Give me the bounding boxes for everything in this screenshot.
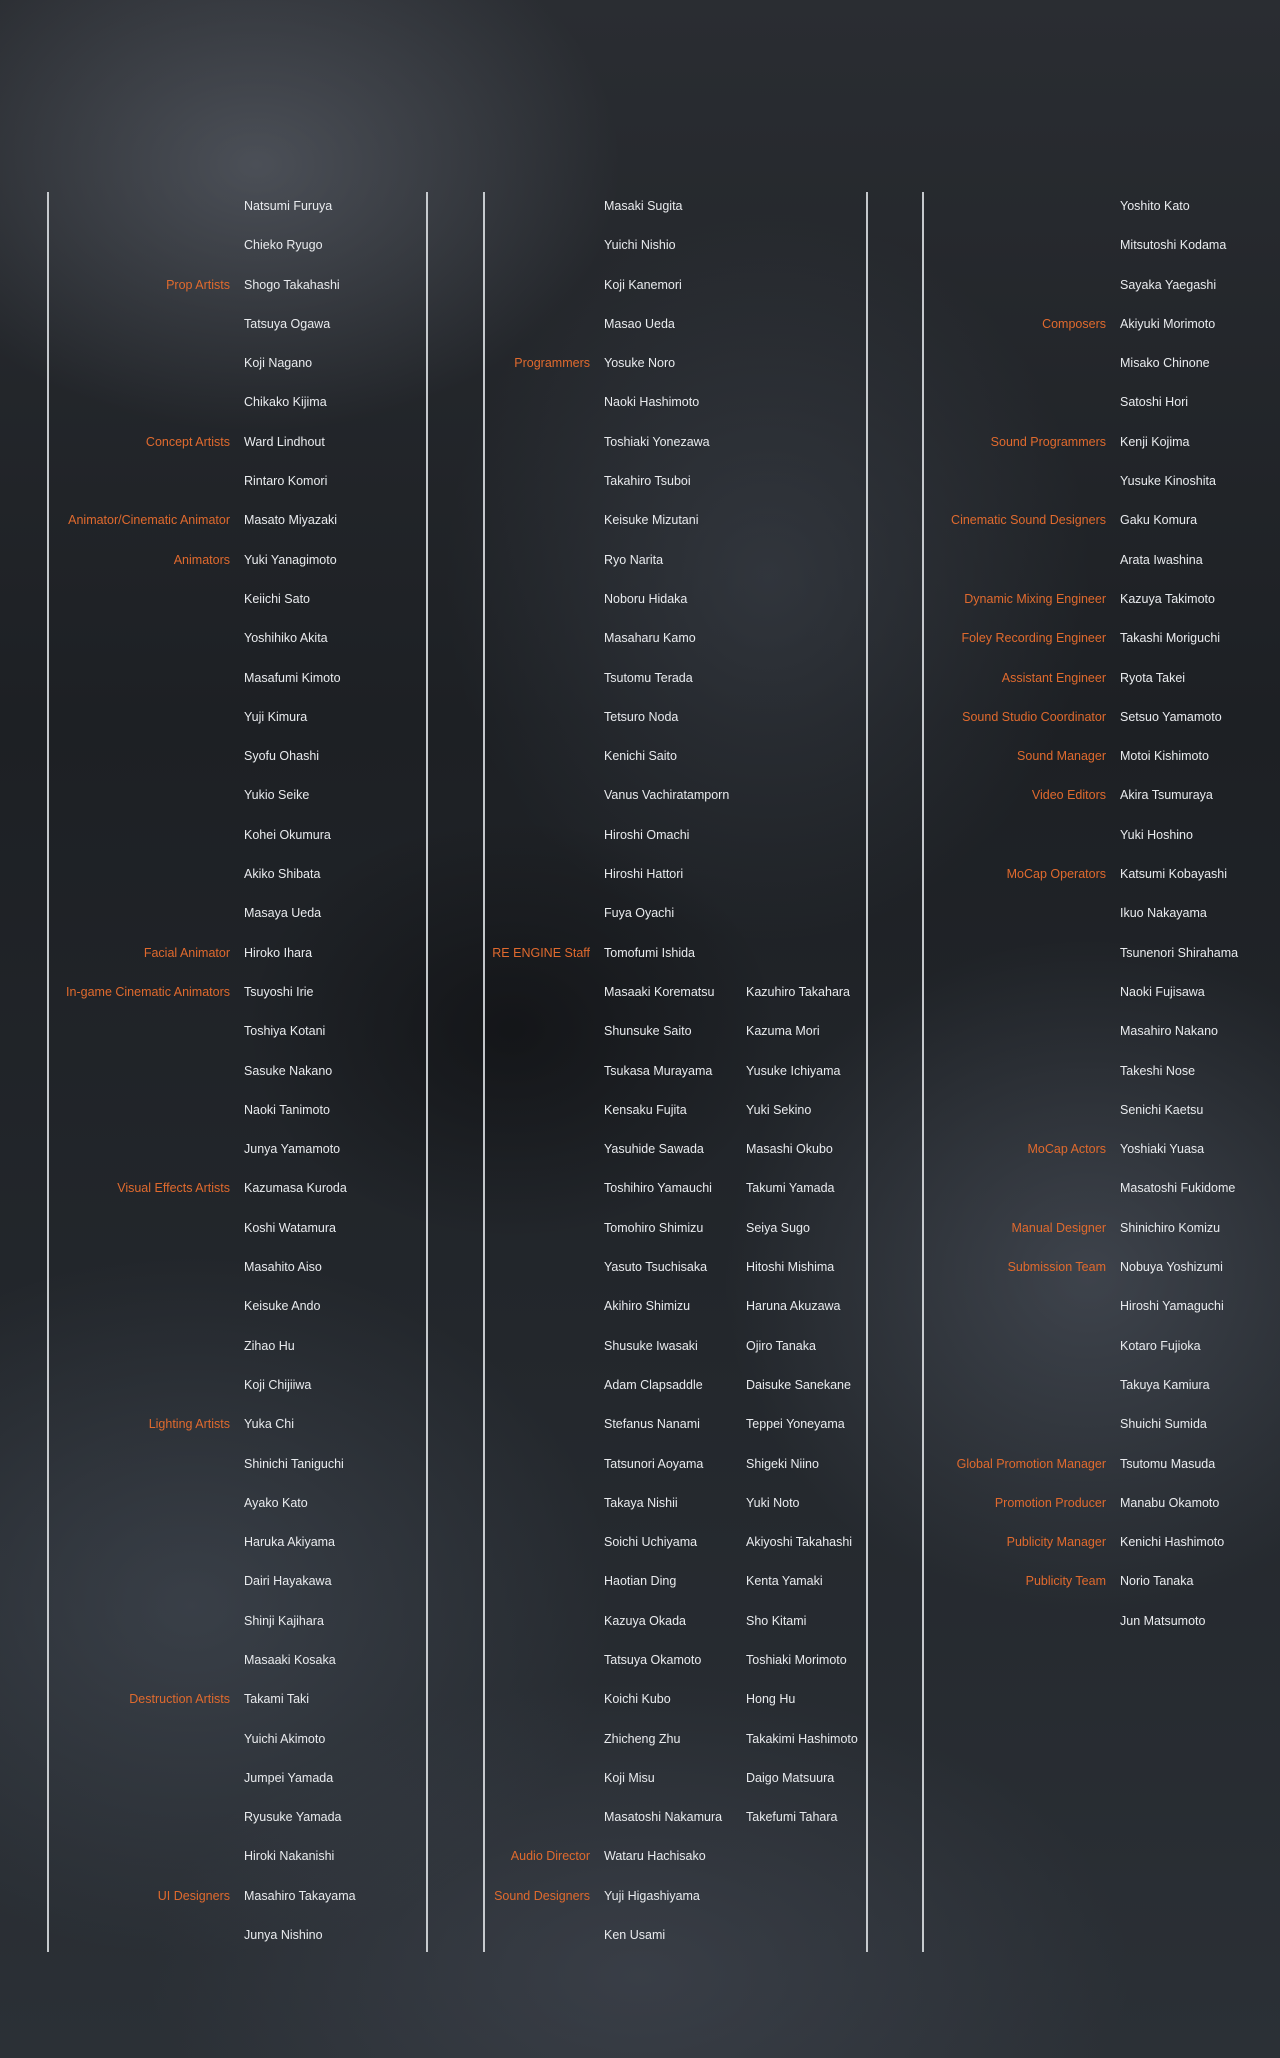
credit-name: Yukio Seike	[244, 788, 310, 803]
credit-name: Yuki Yanagimoto	[244, 552, 337, 567]
credit-name: Yoshihiko Akita	[244, 631, 328, 646]
credit-name-secondary: Akiyoshi Takahashi	[746, 1535, 853, 1550]
credit-role: Visual Effects Artists	[117, 1181, 230, 1196]
credit-name: Yoshito Kato	[1120, 199, 1190, 213]
column-divider-left-outer	[47, 192, 49, 1952]
credit-name: Ward Lindhout	[244, 434, 325, 449]
credit-name: Yuji Higashiyama	[604, 1888, 700, 1903]
credit-name-secondary: Kazuma Mori	[746, 1024, 820, 1039]
credit-name: Setsuo Yamamoto	[1120, 709, 1222, 724]
credit-role: Publicity Manager	[1006, 1535, 1106, 1550]
credit-name: Masaki Sugita	[604, 199, 683, 213]
credit-name: Ken Usami	[604, 1928, 666, 1943]
credit-name: Keisuke Ando	[244, 1299, 321, 1314]
column-divider-2-left	[483, 192, 485, 1952]
credit-name: Sasuke Nakano	[244, 1063, 333, 1078]
credit-name: Arata Iwashina	[1120, 552, 1203, 567]
credit-name: Kenichi Saito	[604, 749, 677, 764]
credit-name: Kazumasa Kuroda	[244, 1181, 347, 1196]
credit-name: Yasuto Tsuchisaka	[604, 1260, 708, 1275]
credit-role: Video Editors	[1031, 788, 1106, 803]
credit-role: Facial Animator	[143, 945, 230, 960]
credit-name: Yuichi Akimoto	[244, 1731, 326, 1746]
column-divider-1-right	[426, 192, 428, 1952]
credit-name: Noboru Hidaka	[604, 591, 688, 606]
credit-role: Animators	[173, 552, 230, 567]
credit-name: Yuji Kimura	[244, 709, 308, 724]
credit-role: Manual Designer	[1011, 1220, 1106, 1235]
credit-name-secondary: Yusuke Ichiyama	[746, 1063, 841, 1078]
credit-name: Katsumi Kobayashi	[1120, 867, 1228, 882]
credit-name: Akira Tsumuraya	[1120, 788, 1213, 803]
credit-role: Dynamic Mixing Engineer	[964, 591, 1106, 606]
credit-name: Hiroshi Hattori	[604, 867, 684, 882]
credit-name: Ikuo Nakayama	[1120, 906, 1207, 921]
credit-name: Akiyuki Morimoto	[1120, 316, 1216, 331]
credit-name: Tatsunori Aoyama	[604, 1456, 704, 1471]
credit-name: Hiroko Ihara	[244, 945, 313, 960]
credit-name: Syofu Ohashi	[244, 749, 320, 764]
credit-name: Stefanus Nanami	[604, 1417, 700, 1432]
credit-name-secondary: Takefumi Tahara	[746, 1810, 838, 1825]
credit-name: Tatsuya Ogawa	[244, 316, 331, 331]
credit-name: Yuki Hoshino	[1120, 827, 1193, 842]
credit-name: Takuya Kamiura	[1120, 1377, 1210, 1392]
credit-name: Motoi Kishimoto	[1120, 749, 1209, 764]
credit-role: Animator/Cinematic Animator	[68, 513, 230, 528]
credit-name-secondary: Kazuhiro Takahara	[746, 984, 851, 999]
credit-role: Foley Recording Engineer	[961, 631, 1106, 646]
credit-name: Vanus Vachiratamporn	[604, 788, 730, 803]
credit-name: Yusuke Kinoshita	[1120, 474, 1216, 489]
credit-role: Promotion Producer	[994, 1495, 1106, 1510]
credit-name: Zihao Hu	[244, 1338, 295, 1353]
credit-name: Misako Chinone	[1120, 356, 1210, 371]
credit-name: Yasuhide Sawada	[604, 1142, 704, 1157]
credit-name-secondary: Sho Kitami	[746, 1613, 807, 1628]
credit-name: Takashi Moriguchi	[1120, 631, 1221, 646]
credit-name: Tsutomu Masuda	[1120, 1456, 1216, 1471]
credit-name: Akihiro Shimizu	[604, 1299, 691, 1314]
credit-role: Lighting Artists	[148, 1417, 230, 1432]
credit-role: Submission Team	[1007, 1260, 1106, 1275]
credit-name-secondary: Toshiaki Morimoto	[746, 1652, 847, 1667]
credit-name: Shinichiro Komizu	[1120, 1220, 1221, 1235]
credit-name: Masahito Aiso	[244, 1260, 322, 1275]
credit-name: Shusuke Iwasaki	[604, 1338, 698, 1353]
credit-name: Masato Miyazaki	[244, 513, 338, 528]
credit-name: Kazuya Okada	[604, 1613, 686, 1628]
credit-role: MoCap Actors	[1027, 1142, 1106, 1157]
credit-name-secondary: Hitoshi Mishima	[746, 1260, 835, 1275]
credit-name: Toshiaki Yonezawa	[604, 434, 710, 449]
credit-name: Chieko Ryugo	[244, 238, 323, 253]
credit-name: Norio Tanaka	[1120, 1574, 1194, 1589]
credit-name: Masahiro Nakano	[1120, 1024, 1218, 1039]
credit-name: Takami Taki	[244, 1692, 310, 1707]
credit-name: Adam Clapsaddle	[604, 1377, 703, 1392]
credit-role: Publicity Team	[1025, 1574, 1106, 1589]
credit-role: UI Designers	[157, 1888, 230, 1903]
credit-name: Tomofumi Ishida	[604, 945, 696, 960]
credit-role: RE ENGINE Staff	[492, 945, 590, 960]
credit-name: Koshi Watamura	[244, 1220, 336, 1235]
credit-name: Shinichi Taniguchi	[244, 1456, 344, 1471]
credit-name: Manabu Okamoto	[1120, 1495, 1220, 1510]
credit-name: Tatsuya Okamoto	[604, 1652, 702, 1667]
credit-name: Masaharu Kamo	[604, 631, 696, 646]
credit-name: Koji Misu	[604, 1770, 655, 1785]
credit-name: Yuka Chi	[244, 1417, 295, 1432]
column-divider-2-right	[866, 192, 868, 1952]
credit-name: Kohei Okumura	[244, 827, 331, 842]
credit-name-secondary: Shigeki Niino	[746, 1456, 819, 1471]
credit-name-secondary: Teppei Yoneyama	[746, 1417, 845, 1432]
credit-name: Shunsuke Saito	[604, 1024, 692, 1039]
credit-name: Ryota Takei	[1120, 670, 1186, 685]
credit-name: Masahiro Takayama	[244, 1888, 356, 1903]
credit-name-secondary: Kenta Yamaki	[746, 1574, 823, 1589]
credit-name: Toshihiro Yamauchi	[604, 1181, 712, 1196]
credit-name-secondary: Takumi Yamada	[746, 1181, 835, 1196]
credit-name: Natsumi Furuya	[244, 199, 333, 213]
credit-name: Haruka Akiyama	[244, 1535, 336, 1550]
credit-name: Ryo Narita	[604, 552, 664, 567]
credit-role: Assistant Engineer	[1001, 670, 1106, 685]
credit-name: Junya Yamamoto	[244, 1142, 341, 1157]
credit-role: Audio Director	[510, 1849, 590, 1864]
credit-role: Sound Designers	[494, 1888, 590, 1903]
credit-role: Composers	[1042, 316, 1106, 331]
credit-name: Masaya Ueda	[244, 906, 322, 921]
credit-name: Ayako Kato	[244, 1495, 308, 1510]
credit-name: Yoshiaki Yuasa	[1120, 1142, 1205, 1157]
credit-name: Koji Nagano	[244, 356, 313, 371]
credit-name: Koji Chijiiwa	[244, 1377, 312, 1392]
credit-name: Hiroshi Yamaguchi	[1120, 1299, 1224, 1314]
credit-name: Masaaki Kosaka	[244, 1652, 336, 1667]
credit-name-secondary: Takakimi Hashimoto	[746, 1731, 858, 1746]
credit-name: Haotian Ding	[604, 1574, 677, 1589]
credit-name: Koichi Kubo	[604, 1692, 671, 1707]
credit-name: Fuya Oyachi	[604, 906, 675, 921]
column-divider-3-left	[922, 192, 924, 1952]
credit-name: Junya Nishino	[244, 1928, 323, 1943]
credit-name: Zhicheng Zhu	[604, 1731, 681, 1746]
credit-name: Keiichi Sato	[244, 591, 311, 606]
credit-name-secondary: Ojiro Tanaka	[746, 1338, 816, 1353]
credit-role: In-game Cinematic Animators	[66, 984, 230, 999]
credit-name: Toshiya Kotani	[244, 1024, 326, 1039]
credit-name-secondary: Seiya Sugo	[746, 1220, 810, 1235]
credit-name: Sayaka Yaegashi	[1120, 277, 1217, 292]
credit-name: Tsutomu Terada	[604, 670, 693, 685]
credit-name-secondary: Haruna Akuzawa	[746, 1299, 841, 1314]
credit-name: Dairi Hayakawa	[244, 1574, 332, 1589]
credit-name: Tsukasa Murayama	[604, 1063, 713, 1078]
credit-name: Ryusuke Yamada	[244, 1810, 342, 1825]
credit-name: Masafumi Kimoto	[244, 670, 341, 685]
credit-role: Sound Studio Coordinator	[962, 709, 1106, 724]
credit-name: Keisuke Mizutani	[604, 513, 699, 528]
credit-name-secondary: Yuki Noto	[746, 1495, 800, 1510]
credit-role: Destruction Artists	[129, 1692, 230, 1707]
credit-name: Jumpei Yamada	[244, 1770, 334, 1785]
credit-name: Takeshi Nose	[1120, 1063, 1196, 1078]
credit-name: Hiroki Nakanishi	[244, 1849, 335, 1864]
credit-name: Masaaki Korematsu	[604, 984, 715, 999]
credit-name-secondary: Yuki Sekino	[746, 1102, 812, 1117]
credit-name: Shinji Kajihara	[244, 1613, 324, 1628]
credit-role: Programmers	[514, 356, 590, 371]
credit-name: Shuichi Sumida	[1120, 1417, 1207, 1432]
credit-name: Jun Matsumoto	[1120, 1613, 1206, 1628]
credit-role: MoCap Operators	[1006, 867, 1106, 882]
credit-name: Masatoshi Nakamura	[604, 1810, 723, 1825]
credit-name: Soichi Uchiyama	[604, 1535, 698, 1550]
credit-role: Sound Programmers	[990, 434, 1106, 449]
credit-name: Tomohiro Shimizu	[604, 1220, 704, 1235]
credit-role: Prop Artists	[166, 277, 230, 292]
credit-name: Shogo Takahashi	[244, 277, 340, 292]
credit-name: Nobuya Yoshizumi	[1120, 1260, 1223, 1275]
credit-name: Takaya Nishii	[604, 1495, 678, 1510]
credit-name-secondary: Daigo Matsuura	[746, 1770, 835, 1785]
credit-name-secondary: Daisuke Sanekane	[746, 1377, 851, 1392]
credit-name: Senichi Kaetsu	[1120, 1102, 1204, 1117]
credit-name: Satoshi Hori	[1120, 395, 1189, 410]
credit-role: Global Promotion Manager	[956, 1456, 1106, 1471]
credit-name: Kenichi Hashimoto	[1120, 1535, 1225, 1550]
credit-name: Tsunenori Shirahama	[1120, 945, 1239, 960]
credit-role: Sound Manager	[1017, 749, 1106, 764]
credit-name: Yuichi Nishio	[604, 238, 676, 253]
credit-name-secondary: Masashi Okubo	[746, 1142, 833, 1157]
credit-name: Kazuya Takimoto	[1120, 591, 1215, 606]
credit-name: Takahiro Tsuboi	[604, 474, 691, 489]
credit-name: Masao Ueda	[604, 316, 675, 331]
credit-name: Akiko Shibata	[244, 867, 321, 882]
credit-role: Concept Artists	[145, 434, 230, 449]
credit-role: Cinematic Sound Designers	[951, 513, 1106, 528]
credit-name: Kensaku Fujita	[604, 1102, 687, 1117]
credit-name: Rintaro Komori	[244, 474, 328, 489]
credit-name: Masatoshi Fukidome	[1120, 1181, 1236, 1196]
credit-name: Kotaro Fujioka	[1120, 1338, 1201, 1353]
credit-name: Naoki Fujisawa	[1120, 984, 1205, 999]
credit-name: Tsuyoshi Irie	[244, 984, 314, 999]
credit-name: Chikako Kijima	[244, 395, 327, 410]
credit-name: Wataru Hachisako	[604, 1849, 706, 1864]
credit-name: Koji Kanemori	[604, 277, 682, 292]
credit-name: Naoki Hashimoto	[604, 395, 700, 410]
credit-name: Naoki Tanimoto	[244, 1102, 330, 1117]
credit-name: Hiroshi Omachi	[604, 827, 690, 842]
credit-name: Mitsutoshi Kodama	[1120, 238, 1227, 253]
credit-name: Kenji Kojima	[1120, 434, 1190, 449]
credit-name: Tetsuro Noda	[604, 709, 679, 724]
credit-name: Gaku Komura	[1120, 513, 1198, 528]
credit-name: Yosuke Noro	[604, 356, 676, 371]
credit-name-secondary: Hong Hu	[746, 1692, 796, 1707]
